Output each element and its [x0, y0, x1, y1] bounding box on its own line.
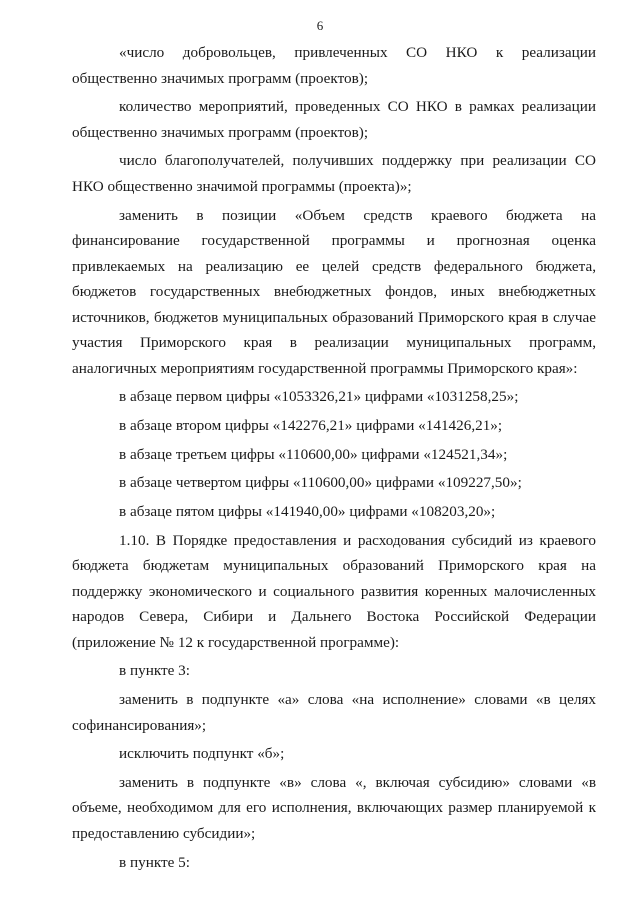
paragraph-point-3: в пункте 3:	[119, 662, 190, 680]
paragraph-exclude-b: исключить подпункт «б»;	[119, 745, 285, 763]
paragraph-fourth-abzac: в абзаце четвертом цифры «110600,00» цифрами «109227,50»;	[119, 474, 522, 492]
paragraph-section-1-10: 1.10. В Порядке предоставления и расходования субсидий из краевого бюджета бюджетам муниципальных образований Приморского края на поддержку экономического и социального развития коренных малочисленных народов Севера, Сибири и Дальнего Востока Российской Федерации (приложение № 12 к государственной программе):	[72, 531, 596, 651]
paragraph-volunteers: «число добровольцев, привлеченных СО НКО к реализации общественно значимых программ (проектов);	[72, 44, 596, 87]
page-number: 6	[316, 18, 324, 33]
paragraph-second-abzac: в абзаце втором цифры «142276,21» цифрами «141426,21»;	[119, 416, 503, 434]
paragraph-subpoint-v: заменить в подпункте «в» слова «, включая субсидию» словами «в объеме, необходимом для его исполнения, включающих размер планируемой к предоставлению субсидии»;	[72, 773, 596, 842]
paragraph-beneficiaries: число благополучателей, получивших поддержку при реализации СО НКО общественно значимой программы (проекта)»;	[72, 152, 596, 195]
paragraph-third-abzac: в абзаце третьем цифры «110600,00» цифрами «124521,34»;	[119, 445, 508, 463]
paragraph-fifth-abzac: в абзаце пятом цифры «141940,00» цифрами «108203,20»;	[119, 503, 496, 520]
document-body	[72, 40, 596, 878]
paragraph-replace-budget-position: заменить в позиции «Объем средств краевого бюджета на финансирование государственной программы и прогнозная оценка привлекаемых на реализацию ее целей средств федерального бюджета, бюджетов государственных внебюджетных фондов, иных внебюджетных источников, бюджетов муниципальных образований Приморского края в случае участия Приморского края в реализации муниципальных программ, аналогичных мероприятиям государственной программы Приморского края»:	[72, 206, 596, 377]
paragraph-events: количество мероприятий, проведенных СО НКО в рамках реализации общественно значимых программ (проектов);	[72, 98, 596, 141]
paragraph-point-5: в пункте 5:	[119, 853, 190, 871]
paragraph-first-abzac: в абзаце первом цифры «1053326,21» цифрами «1031258,25»;	[119, 388, 519, 406]
paragraph-subpoint-a: заменить в подпункте «а» слова «на исполнение» словами «в целях софинансирования»;	[72, 691, 596, 734]
